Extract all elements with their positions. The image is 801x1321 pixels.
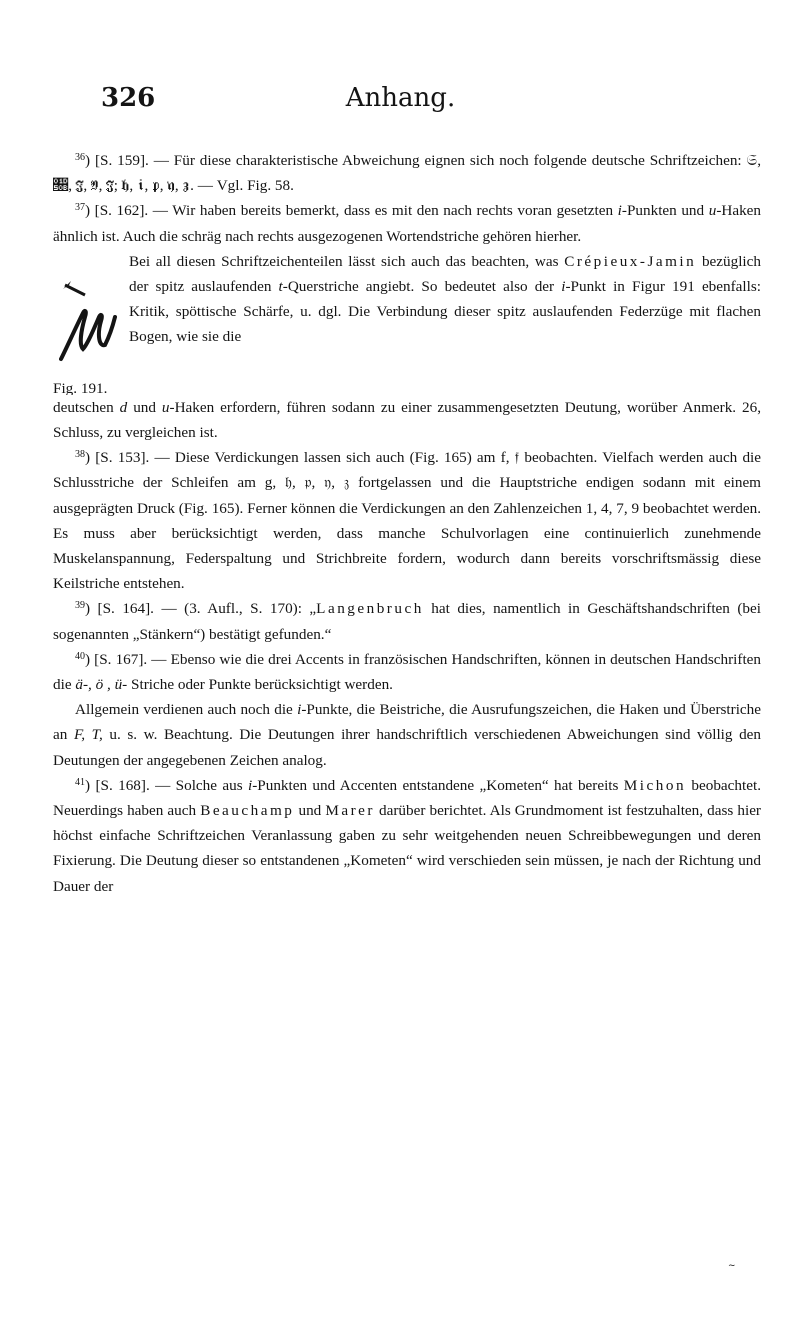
note-text: beobachtet. Neuerdings haben auch bbox=[53, 776, 761, 820]
note-text: Allgemein verdienen auch noch die bbox=[75, 701, 298, 719]
note-37: $^{37}$) [S. 162]. — Wir haben bereits bemerkt, dass es mit den nach rechts voran gesetzten i-Punkten und u-Haken ähnlich ist. Auch die schräg nach rechts ausgezogenen Wortendstriche gehören hierher. bbox=[53, 202, 762, 245]
note-38: $^{38}$) [S. 153]. — Diese Verdickungen lassen sich auch (Fig. 165) am f, 𝔣 beobachten. Vielfach werden auch die Schlusstriche der Schleifen am g, 𝔥, 𝔭, 𝔶, 𝔷 fortgelassen und die Hauptstriche endigen sodann mit einem ausgeprägten Druck (Fig. 165). Ferner können die Verdickungen an den Zahlenzeichen 1, 4, 7, 9 beobachtet werden. Es muss aber berücksichtigt werden, dass manche Schulvorlagen eine continuierlich zunehmende Muskelanspannung, Federspaltung und Strichbreite fordern, wodurch dann bereits vorschriftsmässig diese Keilstriche entstehen. bbox=[53, 449, 761, 593]
italic-letter: t bbox=[278, 278, 283, 296]
italic-letter: u bbox=[708, 202, 717, 220]
note-text: -Punkten und Accenten entstandene „Kometen“ hat bereits bbox=[252, 776, 624, 794]
author-name: Beauchamp bbox=[200, 802, 295, 820]
note-text: -Querstriche angiebt. So bedeutet also der bbox=[282, 278, 562, 296]
figure-text bbox=[53, 249, 761, 350]
figure-191-block bbox=[53, 249, 761, 395]
italic-letter: ä-, ö , ü- bbox=[75, 676, 128, 694]
italic-letter: i bbox=[297, 701, 302, 719]
note-text: Bei all diesen Schriftzeichenteilen lässt sich auch das beachten, was bbox=[129, 252, 565, 270]
note-text: hat dies, namentlich in Geschäftshandschriften (bei sogenannten „Stänkern“) bestätigt gefunden.“ bbox=[53, 600, 761, 643]
note-41: $^{41}$) [S. 168]. — Solche aus i-Punkten und Accenten entstandene „Kometen“ hat bereits Michon beobachtet. Neuerdings haben auch Beauchamp und Marer darüber berichtet. Als Grundmoment ist festzuhalten, dass hier höchst einfache Schriftzeichen Veranlassung gaben zu sehr weitgehenden neuen Schreibbewegungen und deren Fixierung. Die Deutung dieser so entstandenen „Kometen“ wird verschieden sein müssen, je nach der Richtung und Dauer der bbox=[53, 776, 761, 895]
note-text: und bbox=[294, 802, 326, 820]
note-marker: 39 bbox=[75, 600, 85, 612]
italic-letter: i bbox=[561, 278, 566, 296]
bottom-mark: ~ bbox=[728, 1261, 736, 1271]
author-name: Langenbruch bbox=[316, 600, 424, 618]
note-text: -Punkt in Figur 191 ebenfalls: Kritik, spöttische Schärfe, u. dgl. Die Verbindung dieser spitz auslaufenden Federzüge mit flachen Bogen, wie sie die bbox=[129, 278, 761, 346]
note-marker: 36 bbox=[75, 152, 85, 163]
note-text: [S. 164]. — (3. Aufl., S. 170): „ bbox=[97, 600, 317, 618]
author-name: Crépieux-Jamin bbox=[564, 252, 697, 270]
italic-letter: i bbox=[617, 202, 622, 220]
note-marker: 41 bbox=[75, 776, 85, 788]
note-39: $^{39}$) [S. 164]. — (3. Aufl., S. 170): „Langenbruch hat dies, namentlich in Geschäftshandschriften (bei sogenannten „Stänkern“) bestätigt gefunden.“ bbox=[53, 600, 761, 643]
note-text: -Haken ähnlich ist. Auch die schräg nach rechts ausgezogenen Wortendstriche gehören hierher. bbox=[53, 202, 762, 245]
note-36: $^{36}$) [S. 159]. — Für diese charakteristische Abweichung eignen sich noch folgende deutsche Schriftzeichen: 𝔖, 𝔋, 𝔍, 𝔜, 𝔍; 𝔥, 𝔦, 𝔭, 𝔶, 𝔷. — Vgl. Fig. 58. bbox=[53, 152, 762, 195]
note-text: und bbox=[127, 398, 162, 416]
note-37-continued bbox=[53, 395, 761, 445]
note-marker: 40 bbox=[75, 650, 85, 662]
figure-191 bbox=[53, 253, 121, 395]
italic-letter: i bbox=[247, 776, 253, 794]
italic-letter: u bbox=[161, 398, 170, 416]
note-text: [S. 153]. — Diese Verdickungen lassen sich auch (Fig. 165) am f, 𝔣 beobachten. Vielfach werden auch die Schlusstriche der Schleifen am g, 𝔥, 𝔭, 𝔶, 𝔷 fortgelassen und die Hauptstriche endigen sodann mit einem ausgeprägten Druck (Fig. 165). Ferner können die Verdickungen an den Zahlenzeichen 1, 4, 7, 9 beobachtet werden. Es muss aber berücksichtigt werden, dass manche Schulvorlagen eine continuierlich zunehmende Muskelanspannung, Federspaltung und Strichbreite fordern, wodurch dann bereits vorschriftsmässig diese Keilstriche entstehen. bbox=[53, 449, 761, 593]
figure-caption: Fig. 191. bbox=[53, 379, 108, 395]
page-number: 326 bbox=[101, 83, 156, 113]
note-text: [S. 167]. — Ebenso wie die drei Accents in französischen Handschriften, können in deutschen Handschriften die bbox=[53, 650, 762, 694]
note-text: -Punkte, die Beistriche, die Ausrufungszeichen, die Haken und Überstriche an bbox=[53, 701, 761, 744]
note-text: [S. 168]. — Solche aus bbox=[95, 776, 248, 794]
note-text: Striche oder Punkte berücksichtigt werden. bbox=[127, 676, 393, 694]
page-header bbox=[0, 83, 801, 123]
note-40-paragraph-2 bbox=[53, 697, 761, 773]
note-text: -Punkten und bbox=[621, 202, 709, 220]
page-body bbox=[53, 148, 761, 899]
note-text: deutschen bbox=[53, 398, 120, 416]
author-name: Michon bbox=[623, 776, 687, 794]
author-name: Marer bbox=[325, 802, 375, 820]
note-text: u. s. w. Beachtung. Die Deutungen ihrer handschriftlich verschiedenen Abweichungen sind völlig den Deutungen der angegebenen Zeichen analog. bbox=[53, 726, 762, 769]
italic-letter: F, T, bbox=[73, 726, 103, 744]
handwriting-figure-icon bbox=[59, 255, 117, 371]
italic-letter: d bbox=[119, 398, 128, 416]
note-40: $^{40}$) [S. 167]. — Ebenso wie die drei Accents in französischen Handschriften, können in deutschen Handschriften die ä-, ö , ü- Striche oder Punkte berücksichtigt werden. bbox=[53, 650, 762, 694]
note-text: [S. 159]. — Für diese charakteristische Abweichung eignen sich noch folgende deutsche Schriftzeichen: 𝔖, 𝔋, 𝔍, 𝔜, 𝔍; 𝔥, 𝔦, 𝔭, 𝔶, 𝔷. — Vgl. Fig. 58. bbox=[53, 152, 762, 195]
note-text: bezüglich der spitz auslaufenden bbox=[129, 252, 761, 296]
note-marker: 38 bbox=[75, 449, 85, 461]
note-text: [S. 162]. — Wir haben bereits bemerkt, dass es mit den nach rechts voran gesetzten bbox=[94, 202, 618, 220]
running-head: Anhang. bbox=[345, 83, 456, 113]
note-marker: 37 bbox=[75, 202, 85, 214]
note-text: darüber berichtet. Als Grundmoment ist festzuhalten, dass hier höchst einfache Schriftzeichen Veranlassung gaben zu sehr weitgehenden neuen Schreibbewegungen und deren Fixierung. Die Deutung dieser so entstandenen „Kometen“ wird verschieden sein müssen, je nach der Richtung und Dauer der bbox=[53, 802, 761, 895]
note-text: -Haken erfordern, führen sodann zu einer zusammengesetzten Deutung, worüber Anmerk. 26, Schluss, zu vergleichen ist. bbox=[53, 398, 762, 442]
